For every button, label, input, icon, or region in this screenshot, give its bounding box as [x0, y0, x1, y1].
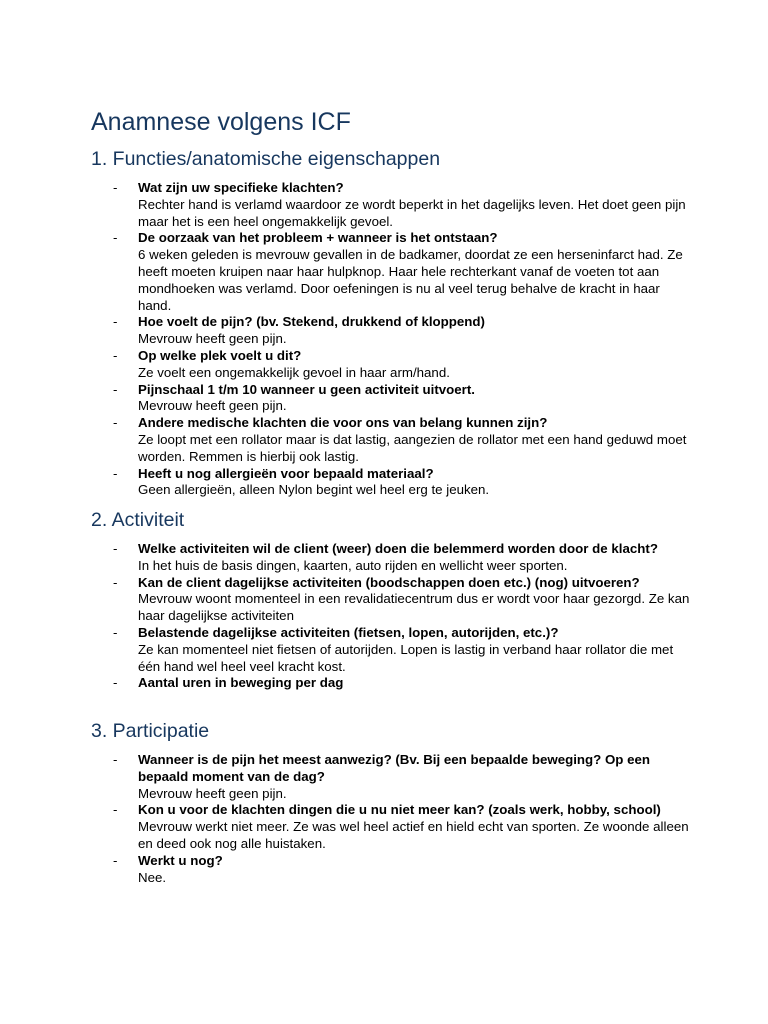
answer: Geen allergieën, alleen Nylon begint wel heel erg te jeuken.	[138, 482, 490, 498]
question: Aantal uren in beweging per dag	[138, 675, 344, 691]
question: Kon u voor de klachten dingen die u nu niet meer kan? (zoals werk, hobby, school)	[138, 802, 661, 818]
section-activiteit	[91, 507, 691, 692]
section-heading: 2. Activiteit	[91, 509, 185, 531]
question-list	[91, 752, 691, 886]
bullet-dash: -	[113, 314, 118, 330]
answer: In het huis de basis dingen, kaarten, auto rijden en wellicht weer sporten.	[138, 557, 568, 573]
question-list	[91, 541, 691, 692]
bullet-dash: -	[113, 415, 118, 431]
section-heading: 3. Participatie	[91, 720, 210, 742]
bullet-dash: -	[113, 180, 118, 195]
bullet-dash: -	[113, 230, 118, 246]
question: Werkt u nog?	[138, 852, 223, 868]
list-item	[91, 541, 691, 575]
list-item	[91, 625, 691, 675]
list-item	[91, 466, 691, 500]
question: Pijnschaal 1 t/m 10 wanneer u geen activiteit uitvoert.	[138, 381, 475, 397]
bullet-dash: -	[113, 541, 118, 556]
question: Heeft u nog allergieën voor bepaald materiaal?	[138, 465, 434, 481]
list-item	[91, 230, 691, 314]
answer: Nee.	[138, 869, 167, 885]
answer: Mevrouw heeft geen pijn.	[138, 398, 287, 414]
answer: Mevrouw werkt niet meer. Ze was wel heel actief en hield echt van sporten. Ze woonde alleen en deed ook nog alle huistaken.	[138, 819, 689, 851]
answer: 6 weken geleden is mevrouw gevallen in de badkamer, doordat ze een herseninfarct had. Ze heeft moeten kruipen naar haar hulpknop. Haar hele rechterkant vanaf de voeten tot aan mondhoeken was verlamd. Door oefeningen is nu al veel terug behalve de kracht in haar hand.	[138, 247, 683, 313]
bullet-dash: -	[113, 624, 118, 640]
list-item	[91, 314, 691, 348]
question: Kan de client dagelijkse activiteiten (boodschappen doen etc.) (nog) uitvoeren?	[138, 574, 640, 590]
list-item	[91, 180, 691, 230]
answer: Ze voelt een ongemakkelijk gevoel in haar arm/hand.	[138, 364, 450, 380]
question: Wat zijn uw specifieke klachten?	[138, 180, 344, 195]
question: Op welke plek voelt u dit?	[138, 347, 302, 363]
bullet-dash: -	[113, 574, 118, 590]
section-functies	[91, 146, 691, 499]
answer: Ze kan momenteel niet fietsen of autorijden. Lopen is lastig in verband haar rollator die met één hand wel heel veel kracht kost.	[138, 641, 674, 674]
list-item	[91, 802, 691, 852]
bullet-dash: -	[113, 675, 118, 691]
document-title: Anamnese volgens ICF	[91, 108, 351, 136]
bullet-dash: -	[113, 752, 118, 767]
question: Welke activiteiten wil de client (weer) doen die belemmerd worden door de klacht?	[138, 541, 658, 556]
answer: Rechter hand is verlamd waardoor ze wordt beperkt in het dagelijks leven. Het doet geen pijn maar het is een heel ongemakkelijk gevoel.	[138, 196, 686, 229]
section-heading: 1. Functies/anatomische eigenschappen	[91, 148, 441, 170]
question: Wanneer is de pijn het meest aanwezig? (Bv. Bij een bepaalde beweging? Op een bepaald moment van de dag?	[138, 752, 651, 784]
question: De oorzaak van het probleem + wanneer is het ontstaan?	[138, 230, 498, 246]
bullet-dash: -	[113, 802, 118, 818]
list-item	[91, 853, 691, 887]
question-list	[91, 180, 691, 499]
section-participatie	[91, 718, 691, 886]
answer: Mevrouw heeft geen pijn.	[138, 785, 287, 801]
list-item	[91, 575, 691, 625]
bullet-dash: -	[113, 381, 118, 397]
list-item	[91, 415, 691, 465]
question: Hoe voelt de pijn? (bv. Stekend, drukkend of kloppend)	[138, 314, 485, 330]
answer: Ze loopt met een rollator maar is dat lastig, aangezien de rollator met een hand geduwd moet worden. Remmen is hierbij ook lastig.	[138, 431, 687, 464]
list-item	[91, 675, 691, 692]
bullet-dash: -	[113, 465, 118, 481]
bullet-dash: -	[113, 852, 118, 868]
question: Andere medische klachten die voor ons van belang kunnen zijn?	[138, 415, 548, 431]
answer: Mevrouw woont momenteel in een revalidatiecentrum dus er wordt voor haar gezorgd. Ze kan haar dagelijkse activiteiten	[138, 591, 690, 624]
bullet-dash: -	[113, 347, 118, 363]
answer: Mevrouw heeft geen pijn.	[138, 331, 287, 347]
list-item	[91, 382, 691, 416]
question: Belastende dagelijkse activiteiten (fietsen, lopen, autorijden, etc.)?	[138, 624, 559, 640]
list-item	[91, 348, 691, 382]
list-item	[91, 752, 691, 802]
